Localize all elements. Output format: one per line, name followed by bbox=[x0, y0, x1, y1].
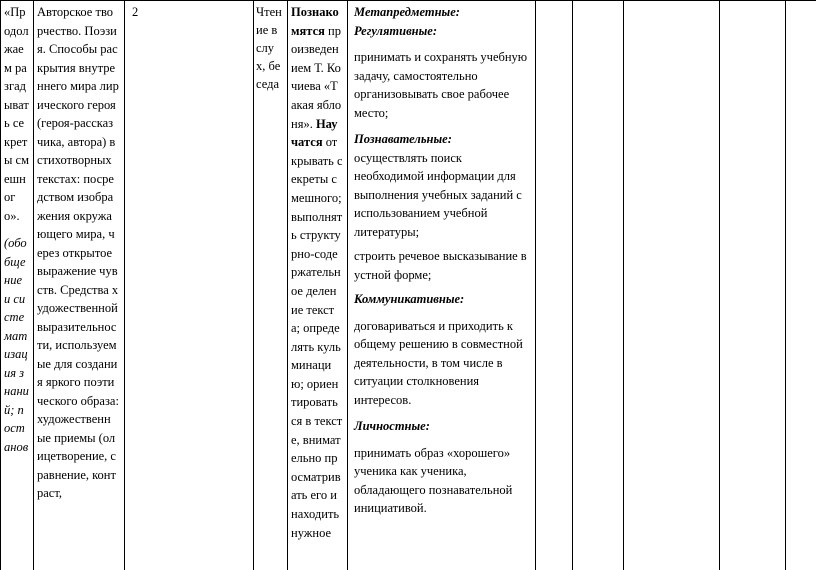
regulatory-text: принимать и сохранять учебную задачу, самостоятельно организовывать свое рабочее место; bbox=[354, 50, 528, 120]
subject-results-text-2: открывать секреты смешного; выполнять структурно-содержательное деление текста; определять кульминацию; ориентироваться в тексте, внимательно просматривать его и находить нужное bbox=[291, 135, 343, 540]
personal-text: принимать образ «хорошего» ученика как ученика, обладающего познавательной инициативой. bbox=[354, 445, 513, 515]
hours-cell bbox=[132, 3, 138, 22]
activity-text: Чтение вслух, беседа bbox=[256, 5, 282, 91]
cognitive-text: осуществлять поиск необходимой информации для выполнения учебных заданий с использованием учебной литературы; bbox=[354, 150, 522, 239]
personal-heading: Личностные: bbox=[354, 419, 430, 433]
lesson-topic-cell bbox=[4, 3, 30, 456]
cognitive-heading: Познавательные: bbox=[354, 132, 452, 146]
regulatory-heading: Регулятивные: bbox=[354, 23, 437, 38]
lesson-type-note: (обобщение и систематизация знаний; постанов bbox=[4, 236, 29, 454]
table-border-top bbox=[0, 0, 816, 1]
content-cell bbox=[37, 3, 119, 503]
subject-results-cell bbox=[291, 3, 343, 542]
column-divider bbox=[623, 0, 624, 570]
uud-cell bbox=[354, 3, 532, 518]
column-divider bbox=[347, 0, 348, 570]
column-divider bbox=[719, 0, 720, 570]
communicative-text: договариваться и приходить к общему решению в совместной деятельности, в том числе в ситуации столкновения интересов. bbox=[354, 318, 523, 407]
table-border-left bbox=[0, 0, 1, 570]
meta-heading: Метапредметные: bbox=[354, 5, 460, 19]
column-divider bbox=[253, 0, 254, 570]
column-divider bbox=[535, 0, 536, 570]
cognitive-text-2: строить речевое высказывание в устной форме; bbox=[354, 249, 527, 282]
column-divider bbox=[124, 0, 125, 570]
content-text: Авторское творчество. Поэзия. Способы раскрытия внутреннего мира лирического героя (героя-рассказчика, автора) в стихотворных текстах: посредством изображения окружающего мира, через открытое выражение чувств. Средства художественной выразительности, используемые для создания яркого поэтического образа: художественные приемы (олицетворение, сравнение, контраст, bbox=[37, 5, 119, 500]
column-divider bbox=[33, 0, 34, 570]
column-divider bbox=[287, 0, 288, 570]
hours-value: 2 bbox=[132, 5, 139, 19]
subject-results-text-1: произведением Т. Кочиева «Такая яблоня». bbox=[291, 23, 342, 131]
lesson-topic-title: «Продолжаем разгадывать секреты смешного». bbox=[4, 5, 29, 223]
subject-results-heading-1: Познакомятся bbox=[291, 5, 339, 38]
column-divider bbox=[785, 0, 786, 570]
communicative-heading: Коммуникативные: bbox=[354, 292, 465, 306]
activity-cell bbox=[256, 3, 282, 93]
column-divider bbox=[572, 0, 573, 570]
subject-results-heading-2: Научатся bbox=[291, 116, 338, 150]
